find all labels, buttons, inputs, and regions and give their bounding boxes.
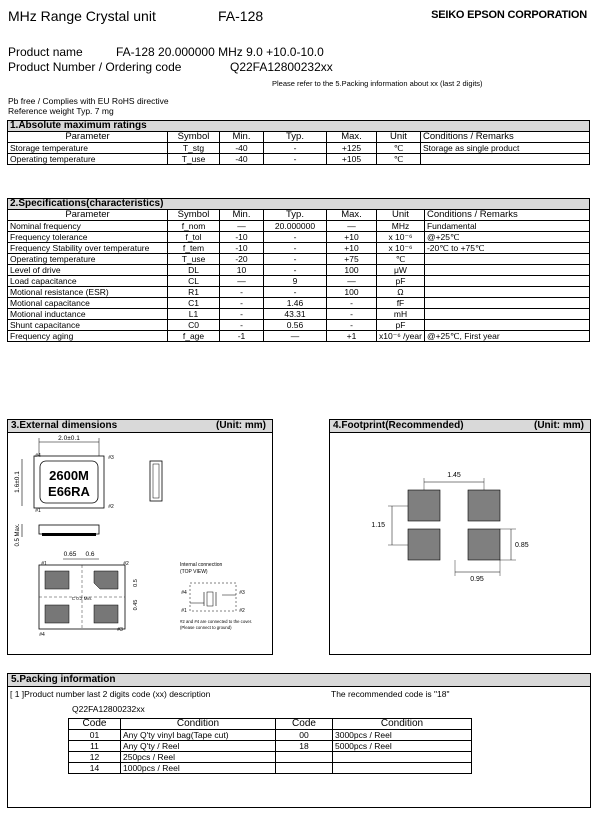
c02-text: C 0.2 Min. [71, 596, 93, 601]
specs-cell: - [264, 232, 327, 243]
specs-cell: 43.31 [264, 309, 327, 320]
packing-cell: 18 [276, 741, 333, 752]
specs-cell [424, 320, 589, 331]
specs-row [8, 287, 590, 298]
specs-row [8, 331, 590, 342]
packing-cell: 12 [69, 752, 121, 763]
specs-row [8, 298, 590, 309]
specs-cell: +10 [327, 232, 377, 243]
internal-pin1: #1 [181, 608, 187, 614]
specs-cell: -20℃ to +75℃ [424, 243, 589, 254]
internal-title: Internal connection [180, 562, 223, 568]
pad-4 [468, 529, 500, 560]
specs-cell: - [264, 243, 327, 254]
pad-3 [408, 529, 440, 560]
specs-cell: @+25℃ [424, 232, 589, 243]
abs-max-cell: Storage as single product [421, 143, 590, 154]
packing-recommended: The recommended code is "18" [331, 689, 450, 699]
corporation-name: SEIKO EPSON CORPORATION [431, 9, 587, 21]
dim-max-text: 0.5 Max. [15, 523, 21, 547]
product-number-label: Product Number / Ordering code [8, 60, 182, 74]
dim-085-text: 0.85 [515, 542, 529, 549]
abs-max-col-4: Max. [327, 132, 377, 143]
specs-row [8, 320, 590, 331]
specs-row [8, 265, 590, 276]
footprint-unit: (Unit: mm) [534, 420, 584, 431]
packing-cell: 5000pcs / Reel [333, 741, 472, 752]
specs-title: 2.Specifications(characteristics) [8, 199, 590, 210]
specs-cell: — [220, 276, 264, 287]
specs-cell: Ω [377, 287, 425, 298]
abs-max-col-2: Min. [220, 132, 264, 143]
specs-cell: - [264, 254, 327, 265]
specs-row [8, 309, 590, 320]
packing-row [69, 752, 472, 763]
packing-row [69, 763, 472, 774]
specs-cell: ℃ [377, 254, 425, 265]
dim-05-text: 0.5 [133, 579, 139, 587]
product-name-label: Product name [8, 45, 83, 59]
packing-cell: Any Q'ty / Reel [121, 741, 276, 752]
specs-cell: +1 [327, 331, 377, 342]
specs-cell: Nominal frequency [8, 221, 168, 232]
abs-max-cell: T_stg [168, 143, 220, 154]
marking-line1: 2600M [49, 468, 89, 483]
specs-cell: — [327, 276, 377, 287]
specs-cell: Fundamental [424, 221, 589, 232]
packing-note: Please refer to the 5.Packing information about xx (last 2 digits) [272, 79, 483, 88]
pin3-label-top: #3 [108, 455, 114, 461]
specs-cell: Motional capacitance [8, 298, 168, 309]
packing-cell: 01 [69, 730, 121, 741]
internal-pin3: #3 [239, 590, 245, 596]
packing-title: 5.Packing information [8, 674, 590, 687]
internal-view: (TOP VIEW) [180, 569, 208, 575]
specs-cell: fF [377, 298, 425, 309]
pad-2 [468, 490, 500, 521]
doc-title: MHz Range Crystal unit [8, 8, 156, 24]
abs-max-table [7, 120, 590, 165]
specs-cell: +75 [327, 254, 377, 265]
specs-cell: DL [168, 265, 220, 276]
specs-cell: - [220, 287, 264, 298]
specs-cell: x 10⁻⁶ [377, 243, 425, 254]
specs-cell [424, 254, 589, 265]
abs-max-row [8, 154, 590, 165]
specs-cell [424, 276, 589, 287]
dim-width-text: 2.0±0.1 [58, 435, 80, 442]
packing-code-ref: Q22FA12800232xx [72, 704, 145, 714]
abs-max-cell: -40 [220, 154, 264, 165]
specs-cell: 100 [327, 287, 377, 298]
specs-cell: x 10⁻⁶ [377, 232, 425, 243]
specs-row [8, 221, 590, 232]
specs-cell: - [327, 298, 377, 309]
pin1-label-bottom: #1 [41, 561, 47, 567]
specs-cell: L1 [168, 309, 220, 320]
specs-col-2: Min. [220, 210, 264, 221]
specs-cell: - [220, 320, 264, 331]
abs-max-cell: +105 [327, 154, 377, 165]
specs-cell: mH [377, 309, 425, 320]
specs-cell: Shunt capacitance [8, 320, 168, 331]
packing-cell [333, 763, 472, 774]
footprint-panel [329, 419, 591, 655]
specs-cell: 10 [220, 265, 264, 276]
dim-095-text: 0.95 [470, 576, 484, 583]
specs-cell [424, 287, 589, 298]
specs-cell: pF [377, 320, 425, 331]
internal-note1: #2 and #4 are connected to the cover. [180, 619, 253, 624]
abs-max-cell: +125 [327, 143, 377, 154]
pb-free-text: Pb free / Complies with EU RoHS directive [8, 96, 169, 106]
product-info [8, 45, 333, 75]
packing-cell [333, 752, 472, 763]
specs-cell: 9 [264, 276, 327, 287]
dim-06-text: 0.6 [85, 551, 95, 558]
abs-max-cell: T_use [168, 154, 220, 165]
specs-row [8, 254, 590, 265]
packing-cell: 1000pcs / Reel [121, 763, 276, 774]
specs-row [8, 276, 590, 287]
specs-col-3: Typ. [264, 210, 327, 221]
specs-cell: Motional inductance [8, 309, 168, 320]
specs-cell: 100 [327, 265, 377, 276]
internal-pin4: #4 [181, 590, 187, 596]
specs-cell: -1 [220, 331, 264, 342]
specs-cell: Frequency aging [8, 331, 168, 342]
product-number-value: Q22FA12800232xx [230, 60, 333, 74]
packing-line1: [ 1 ]Product number last 2 digits code (xx) description [10, 689, 211, 699]
specs-cell: f_tol [168, 232, 220, 243]
external-dimensions-panel [7, 419, 273, 655]
specs-cell: C0 [168, 320, 220, 331]
footprint-title: 4.Footprint(Recommended) [333, 420, 464, 431]
packing-code-table [68, 718, 472, 774]
specs-cell: -10 [220, 243, 264, 254]
specs-cell: -20 [220, 254, 264, 265]
packing-cell [276, 763, 333, 774]
abs-max-col-3: Typ. [264, 132, 327, 143]
pad-1 [408, 490, 440, 521]
internal-note2: (Please connect to ground) [180, 625, 232, 630]
specs-cell: - [327, 309, 377, 320]
model-name: FA-128 [218, 8, 264, 24]
abs-max-cell: Storage temperature [8, 143, 168, 154]
specs-cell: f_tem [168, 243, 220, 254]
specs-cell: MHz [377, 221, 425, 232]
specs-cell: 0.56 [264, 320, 327, 331]
specs-cell: 1.46 [264, 298, 327, 309]
marking-line2: E66RA [48, 484, 90, 499]
abs-max-row [8, 143, 590, 154]
specs-cell: +10 [327, 243, 377, 254]
abs-max-title: 1.Absolute maximum ratings [8, 121, 590, 132]
specs-col-5: Unit [377, 210, 425, 221]
specs-cell: R1 [168, 287, 220, 298]
abs-max-cell: - [264, 143, 327, 154]
specs-table [7, 198, 590, 342]
abs-max-cell: Operating temperature [8, 154, 168, 165]
specs-cell: - [327, 320, 377, 331]
pin1-label-top: #1 [35, 508, 41, 514]
dim-115-text: 1.15 [371, 522, 385, 529]
packing-col-3: Condition [333, 719, 472, 730]
specs-cell: — [327, 221, 377, 232]
specs-cell: CL [168, 276, 220, 287]
specs-cell: Load capacitance [8, 276, 168, 287]
internal-pin2: #2 [239, 608, 245, 614]
pin4-label-top: #4 [35, 453, 41, 459]
abs-max-cell [421, 154, 590, 165]
packing-cell: 3000pcs / Reel [333, 730, 472, 741]
footprint-drawing [330, 420, 590, 654]
specs-col-4: Max. [327, 210, 377, 221]
specs-cell [424, 265, 589, 276]
compliance-info [8, 96, 169, 116]
specs-cell: 20.000000 [264, 221, 327, 232]
packing-cell: 250pcs / Reel [121, 752, 276, 763]
abs-max-cell: -40 [220, 143, 264, 154]
packing-col-0: Code [69, 719, 121, 730]
external-unit: (Unit: mm) [216, 420, 266, 431]
packing-row [69, 741, 472, 752]
specs-cell: T_use [168, 254, 220, 265]
abs-max-cell: ℃ [377, 154, 421, 165]
specs-cell: Motional resistance (ESR) [8, 287, 168, 298]
product-name-value: FA-128 20.000000 MHz 9.0 +10.0-10.0 [116, 45, 324, 59]
packing-panel [7, 673, 591, 808]
specs-row [8, 232, 590, 243]
specs-cell: x10⁻⁶ /year [377, 331, 425, 342]
specs-cell: @+25℃, First year [424, 331, 589, 342]
specs-cell: — [264, 331, 327, 342]
packing-row [69, 730, 472, 741]
dim-145-text: 1.45 [447, 472, 461, 479]
packing-col-1: Condition [121, 719, 276, 730]
specs-cell: f_nom [168, 221, 220, 232]
packing-cell: Any Q'ty vinyl bag(Tape cut) [121, 730, 276, 741]
abs-max-col-1: Symbol [168, 132, 220, 143]
pin3-label-bottom: #3 [117, 627, 123, 633]
abs-max-col-6: Conditions / Remarks [421, 132, 590, 143]
specs-cell: pF [377, 276, 425, 287]
specs-cell: - [264, 287, 327, 298]
specs-cell: -10 [220, 232, 264, 243]
specs-col-0: Parameter [8, 210, 168, 221]
pin2-label-top: #2 [108, 504, 114, 510]
specs-col-1: Symbol [168, 210, 220, 221]
packing-cell: 14 [69, 763, 121, 774]
abs-max-col-5: Unit [377, 132, 421, 143]
specs-cell: Frequency tolerance [8, 232, 168, 243]
abs-max-col-0: Parameter [8, 132, 168, 143]
specs-cell: - [220, 309, 264, 320]
packing-cell [276, 752, 333, 763]
specs-cell: f_age [168, 331, 220, 342]
specs-cell: μW [377, 265, 425, 276]
specs-cell: - [220, 298, 264, 309]
dim-045-text: 0.45 [133, 599, 139, 611]
dim-height-text: 1.6±0.1 [14, 471, 21, 493]
specs-cell: C1 [168, 298, 220, 309]
specs-cell [424, 298, 589, 309]
specs-cell: - [264, 265, 327, 276]
specs-cell [424, 309, 589, 320]
abs-max-cell: ℃ [377, 143, 421, 154]
weight-text: Reference weight Typ. 7 mg [8, 106, 114, 116]
packing-cell: 11 [69, 741, 121, 752]
pin2-label-bottom: #2 [123, 561, 129, 567]
specs-cell: Operating temperature [8, 254, 168, 265]
abs-max-cell: - [264, 154, 327, 165]
packing-cell: 00 [276, 730, 333, 741]
dim-065-text: 0.65 [63, 551, 77, 558]
specs-cell: Frequency Stability over temperature [8, 243, 168, 254]
specs-row [8, 243, 590, 254]
external-drawing [8, 420, 272, 654]
external-dimensions-title: 3.External dimensions [11, 420, 118, 431]
packing-col-2: Code [276, 719, 333, 730]
pin4-label-bottom: #4 [39, 632, 45, 638]
specs-cell: — [220, 221, 264, 232]
specs-col-6: Conditions / Remarks [424, 210, 589, 221]
specs-cell: Level of drive [8, 265, 168, 276]
